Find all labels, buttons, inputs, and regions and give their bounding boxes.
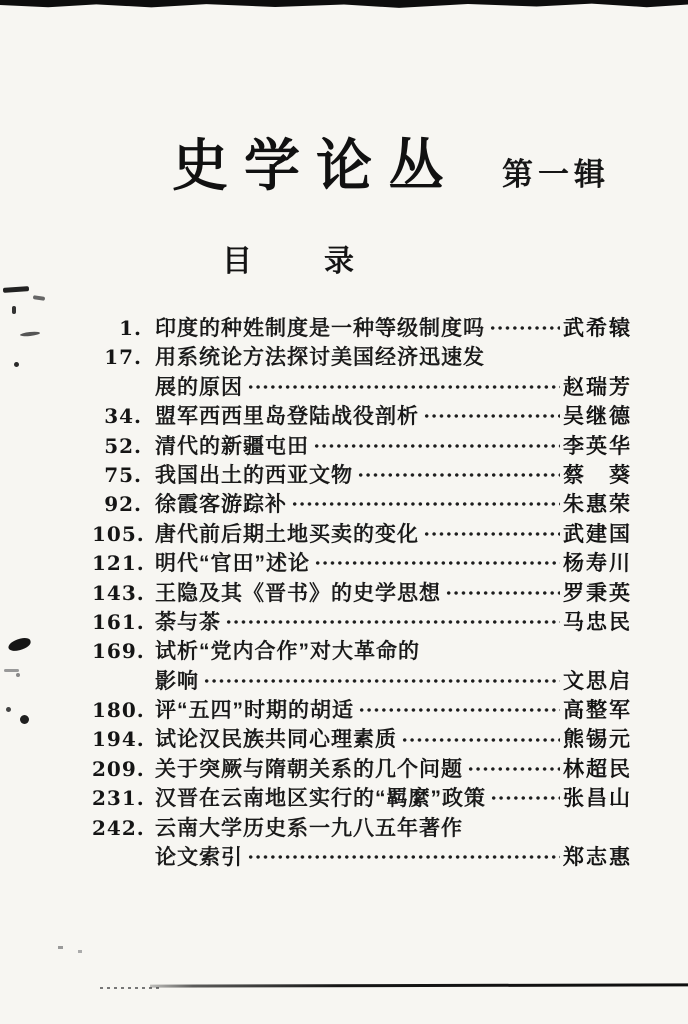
page-number: 242. (92, 815, 145, 840)
page-number: 194. (92, 727, 145, 752)
dot-leader (400, 729, 560, 748)
toc-list (92, 312, 632, 870)
entry-title: 关于突厥与隋朝关系的几个问题 (155, 757, 463, 781)
entry-author: 熊锡元 (563, 728, 632, 752)
dot-leader (422, 523, 560, 542)
entry-author: 文思启 (563, 669, 632, 693)
dot-leader (224, 611, 560, 630)
toc-entry-row (92, 606, 632, 635)
page-number: 231. (92, 786, 145, 811)
entry-author: 马忠民 (563, 610, 632, 634)
entry-author: 赵瑞芳 (563, 375, 632, 399)
entry-author: 武建国 (563, 522, 632, 546)
toc-entry-row (92, 341, 632, 370)
volume-label: 第一辑 (502, 157, 610, 192)
dot-leader (290, 494, 560, 513)
toc-entry-row (92, 430, 632, 459)
scan-speck (7, 636, 32, 652)
entry-title: 论文索引 (155, 846, 243, 870)
page-number: 1. (119, 316, 142, 340)
page-number: 180. (92, 698, 145, 723)
page-number: 17. (104, 345, 142, 370)
dot-leader (356, 464, 560, 483)
dot-leader (444, 582, 560, 601)
entry-title: 展的原因 (155, 375, 243, 399)
entry-author: 杨寿川 (563, 552, 632, 576)
entry-title: 荼与茶 (155, 610, 221, 634)
toc-entry-row (92, 400, 632, 429)
dot-leader (488, 317, 560, 336)
entry-title: 明代“官田”述论 (155, 552, 310, 576)
toc-heading-char-lu: 录 (324, 245, 354, 278)
entry-title: 试论汉民族共同心理素质 (155, 728, 397, 752)
entry-title: 王隐及其《晋书》的史学思想 (155, 581, 441, 605)
scan-speck (14, 362, 19, 367)
toc-entry-row (92, 371, 632, 400)
toc-entry-row (92, 665, 632, 694)
dot-leader (202, 670, 560, 689)
scan-speck (3, 286, 29, 293)
entry-author: 李英华 (563, 434, 632, 458)
page-number: 75. (104, 462, 142, 487)
entry-author: 武希辕 (563, 317, 632, 340)
entry-title: 清代的新疆屯田 (155, 434, 309, 458)
dot-leader (312, 435, 560, 454)
entry-title: 汉晋在云南地区实行的“羁縻”政策 (155, 787, 486, 811)
dot-leader (313, 552, 560, 571)
page-number: 92. (104, 492, 142, 517)
scan-speck (16, 673, 20, 677)
entry-title: 印度的种姓制度是一种等级制度吗 (155, 317, 485, 340)
scan-artifact-bottom-line (150, 983, 688, 987)
entry-author: 朱惠荣 (563, 493, 632, 517)
entry-title: 徐霞客游踪补 (155, 493, 287, 517)
entry-author: 罗秉英 (563, 581, 632, 605)
scan-speck (20, 715, 29, 724)
dot-leader (422, 405, 560, 424)
page-number: 121. (92, 551, 145, 576)
scan-speck (33, 295, 45, 301)
scan-speck (6, 707, 11, 712)
toc-entry-row (92, 577, 632, 606)
page-number: 169. (92, 639, 145, 664)
entry-author: 张昌山 (563, 787, 632, 811)
toc-entry-row (92, 518, 632, 547)
dot-leader (246, 376, 560, 395)
entry-title: 影响 (155, 669, 199, 693)
toc-heading (222, 236, 354, 280)
scan-speck (20, 331, 40, 337)
toc-entry-row (92, 753, 632, 782)
page-number: 105. (92, 521, 145, 546)
page-number: 209. (92, 756, 145, 781)
scan-edge-artifact-top (0, 0, 688, 9)
toc-entry-row (92, 723, 632, 752)
entry-title: 云南大学历史系一九八五年著作 (155, 816, 463, 840)
dot-leader (246, 846, 560, 865)
toc-heading-char-mu: 目 (222, 245, 252, 278)
page-number: 52. (104, 433, 142, 458)
entry-title: 用系统论方法探讨美国经济迅速发 (155, 346, 485, 370)
toc-entry-row (92, 488, 632, 517)
entry-title: 唐代前后期土地买卖的变化 (155, 522, 419, 546)
toc-entry-row (92, 782, 632, 811)
scan-speck (58, 946, 63, 949)
entry-title: 我国出土的西亚文物 (155, 463, 353, 487)
entry-author: 吴继德 (563, 405, 632, 429)
entry-author: 蔡 葵 (563, 463, 632, 487)
toc-entry-row (92, 841, 632, 870)
scan-speck (12, 306, 16, 314)
toc-entry-row (92, 635, 632, 664)
entry-author: 林超民 (563, 757, 632, 781)
dot-leader (466, 758, 560, 777)
toc-entry-row (92, 694, 632, 723)
toc-entry-row (92, 312, 632, 341)
toc-entry-row (92, 547, 632, 576)
page-number: 161. (92, 609, 145, 634)
entry-author: 高整军 (563, 699, 632, 723)
scan-speck (4, 669, 19, 672)
book-title: 史学论丛 (172, 134, 460, 197)
entry-title: 试析“党内合作”对大革命的 (155, 640, 420, 664)
toc-entry-row (92, 812, 632, 841)
scan-speck (78, 950, 82, 953)
dot-leader (489, 788, 560, 807)
entry-title: 盟军西西里岛登陆战役剖析 (155, 405, 419, 429)
entry-title: 评“五四”时期的胡适 (155, 699, 354, 723)
page-number: 143. (92, 580, 145, 605)
page-header (172, 122, 610, 202)
dot-leader (357, 699, 560, 718)
page-number: 34. (104, 404, 142, 429)
toc-entry-row (92, 459, 632, 488)
entry-author: 郑志惠 (563, 846, 632, 870)
